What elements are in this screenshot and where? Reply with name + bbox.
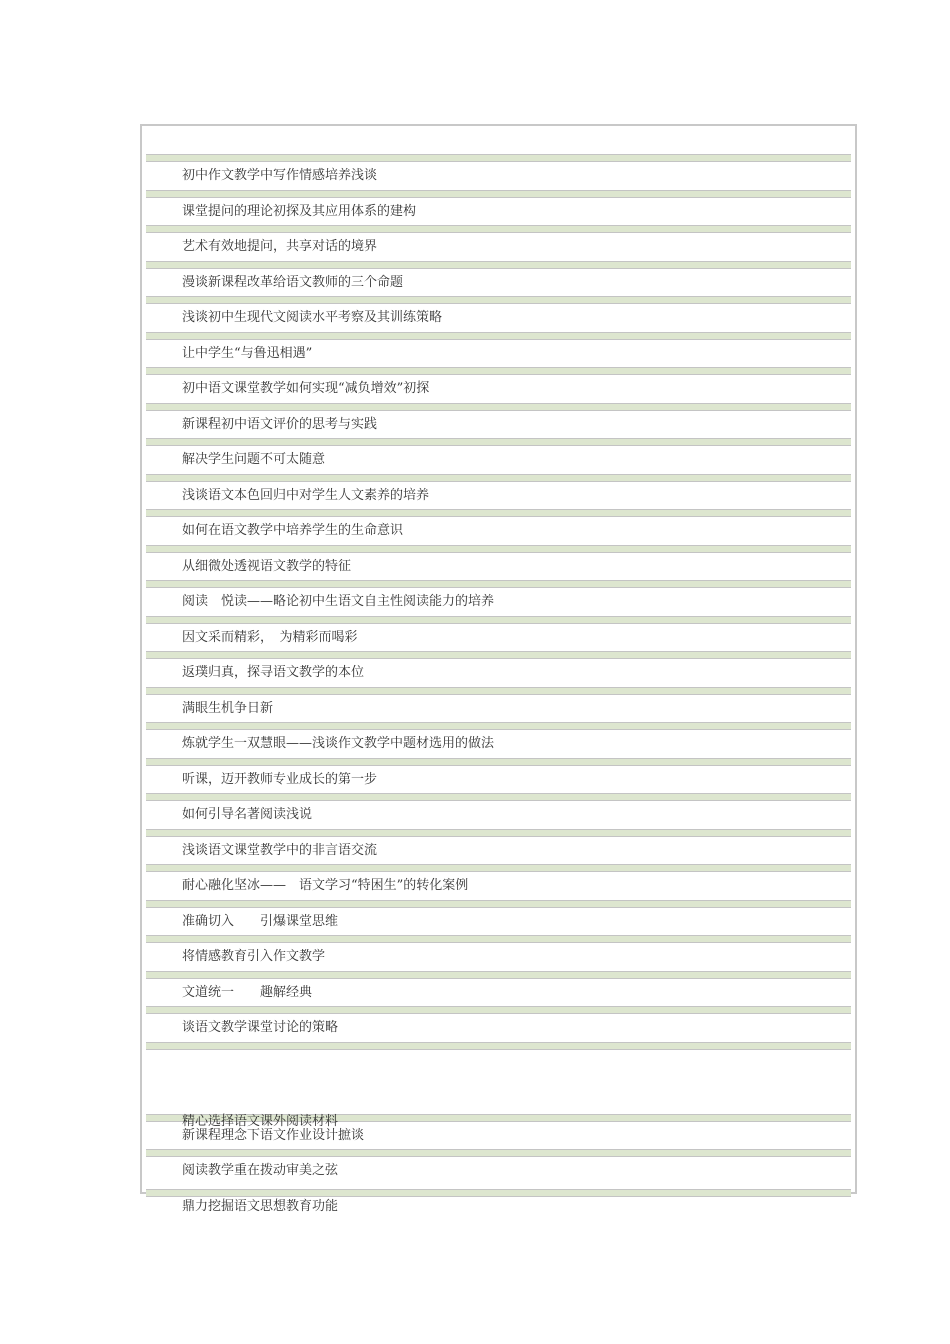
row-separator xyxy=(146,154,851,162)
article-title-line-1: 精心选择语文课外阅读材料 xyxy=(182,1113,339,1129)
row-separator xyxy=(146,367,851,375)
row-separator xyxy=(146,190,851,198)
row-separator xyxy=(146,1149,851,1157)
article-link[interactable]: 从细微处透视语文教学的特征 xyxy=(182,558,352,574)
article-link[interactable]: 阅读 悦读——略论初中生语文自主性阅读能力的培养 xyxy=(182,594,495,609)
article-link[interactable]: 炼就学生一双慧眼——浅谈作文教学中题材选用的做法 xyxy=(182,736,495,751)
article-link[interactable]: 让中学生“与鲁迅相遇” xyxy=(182,345,313,361)
article-link[interactable]: 浅谈初中生现代文阅读水平考察及其训练策略 xyxy=(182,310,443,325)
header-blank xyxy=(146,126,851,154)
article-link[interactable]: 浅谈语文课堂教学中的非言语交流 xyxy=(182,842,378,858)
row-separator xyxy=(146,474,851,482)
article-link[interactable]: 听课，迈开教师专业成长的第一步 xyxy=(182,771,378,787)
article-link[interactable]: 返璞归真，探寻语文教学的本位 xyxy=(182,665,365,680)
row-separator xyxy=(146,438,851,446)
row-separator xyxy=(146,935,851,943)
article-link[interactable]: 浅谈语文本色回归中对学生人文素养的培养 xyxy=(182,487,430,503)
article-link[interactable]: 将情感教育引入作文教学 xyxy=(182,949,326,964)
article-link[interactable]: 文道统一 趣解经典 xyxy=(182,984,313,1000)
article-link[interactable]: 初中作文教学中写作情感培养浅谈 xyxy=(182,168,378,183)
article-link[interactable]: 解决学生问题不可太随意 xyxy=(182,452,326,467)
article-link[interactable]: 耐心融化坚冰—— 语文学习“特困生”的转化案例 xyxy=(182,878,469,893)
article-link[interactable]: 初中语文课堂教学如何实现“减负增效”初探 xyxy=(182,381,430,396)
article-link[interactable]: 新课程理念下语文作业设计摭谈 xyxy=(182,1127,365,1143)
article-link[interactable]: 因文采而精彩， 为精彩而喝彩 xyxy=(182,629,358,645)
row-separator xyxy=(146,793,851,801)
row-separator xyxy=(146,651,851,659)
row-separator xyxy=(146,509,851,517)
row-separator xyxy=(146,864,851,872)
row-separator xyxy=(146,758,851,766)
row-separator xyxy=(146,971,851,979)
row-separator xyxy=(146,722,851,730)
article-link[interactable]: 新课程初中语文评价的思考与实践 xyxy=(182,416,378,432)
row-separator xyxy=(146,1006,851,1014)
row-separator xyxy=(146,332,851,340)
article-list xyxy=(140,124,857,1214)
article-link[interactable]: 满眼生机争日新 xyxy=(182,700,274,716)
article-link[interactable]: 谈语文教学课堂讨论的策略 xyxy=(182,1020,339,1035)
row-separator xyxy=(146,900,851,908)
article-link[interactable]: 艺术有效地提问，共享对话的境界 xyxy=(182,239,378,254)
row-separator xyxy=(146,296,851,304)
article-link[interactable]: 如何引导名著阅读浅说 xyxy=(182,807,313,822)
row-separator xyxy=(146,545,851,553)
row-separator xyxy=(146,1042,851,1050)
row-separator xyxy=(146,829,851,837)
row-separator xyxy=(146,225,851,233)
row-separator xyxy=(146,261,851,269)
row-separator xyxy=(146,616,851,624)
row-separator xyxy=(146,580,851,588)
article-link[interactable]: 课堂提问的理论初探及其应用体系的建构 xyxy=(182,203,417,219)
article-link[interactable]: 漫谈新课程改革给语文教师的三个命题 xyxy=(182,274,404,290)
article-link[interactable]: 阅读教学重在拨动审美之弦 xyxy=(182,1163,339,1178)
article-link[interactable]: 准确切入 引爆课堂思维 xyxy=(182,913,339,929)
row-separator xyxy=(146,687,851,695)
row-separator xyxy=(146,403,851,411)
article-link[interactable]: 如何在语文教学中培养学生的生命意识 xyxy=(182,523,404,538)
article-title-line-2: 鼎力挖掘语文思想教育功能 xyxy=(182,1198,339,1214)
